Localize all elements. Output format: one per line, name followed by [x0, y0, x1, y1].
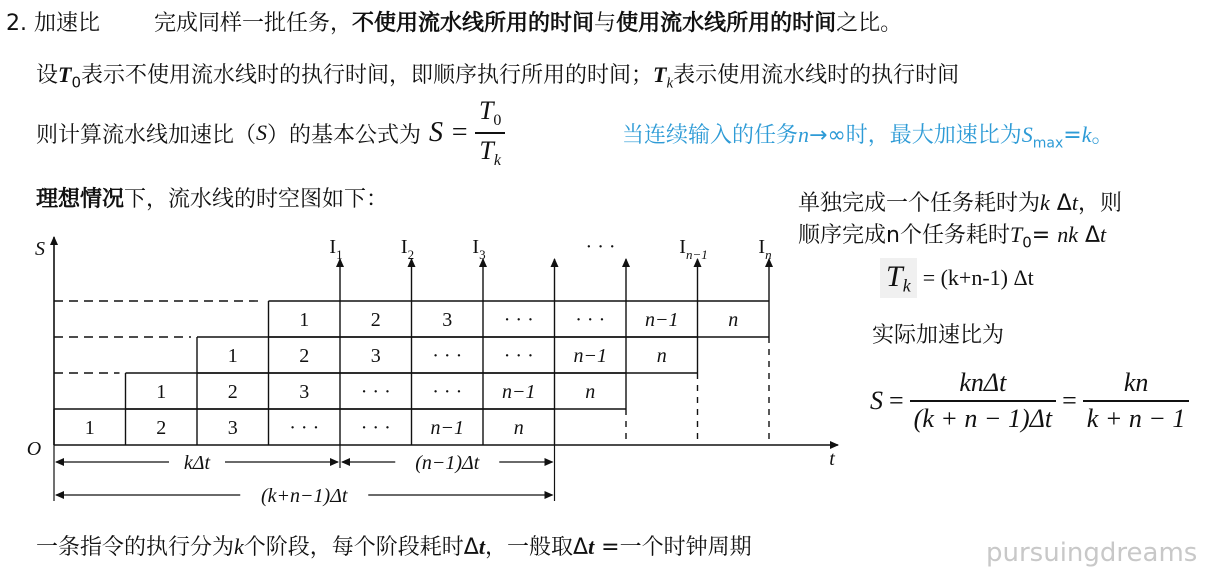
subscript: k — [666, 75, 674, 92]
subscript: k — [902, 275, 911, 296]
dimension-total-label: (k+n−1)Δt — [261, 485, 348, 507]
text: =一个时钟周期 — [594, 535, 752, 560]
symbol-s: S — [1021, 122, 1033, 147]
text: 单独完成一个任务耗时为 — [798, 191, 1041, 216]
subscript: 0 — [71, 73, 82, 92]
fraction-2 — [1083, 368, 1190, 434]
tk-formula — [880, 258, 1034, 298]
output-label: $I_n$ — [758, 236, 772, 262]
ideal-bold: 理想情况 — [36, 187, 125, 212]
origin-label: O — [26, 438, 42, 460]
cell-label: n−1 — [502, 381, 536, 403]
cell-label: · · · — [503, 345, 534, 367]
cell-label: · · · — [432, 381, 463, 403]
x-axis-label: t — [829, 448, 835, 470]
symbol-nk: nk — [1057, 222, 1078, 247]
subscript: 0 — [493, 112, 502, 130]
cell-label: · · · — [503, 309, 534, 331]
dimension-kdt-label: kΔt — [183, 452, 211, 474]
actual-speedup-label: 实际加速比为 — [872, 323, 1005, 348]
cell-label: 1 — [84, 417, 95, 439]
cell-label: · · · — [360, 417, 391, 439]
text: 表示使用流水线时的执行时间 — [673, 63, 960, 88]
definition-part: 之比。 — [836, 11, 903, 36]
text: ，则 — [1077, 191, 1122, 216]
equals: = — [1062, 386, 1077, 415]
cell-label: 1 — [299, 309, 310, 331]
text: 设 — [36, 63, 59, 88]
cell-label: 2 — [227, 381, 238, 403]
cell-label: 3 — [299, 381, 310, 403]
delta: Δ — [573, 535, 589, 560]
cell-label: · · · — [432, 345, 463, 367]
text: 个阶段，每个阶段耗时 — [243, 535, 464, 560]
text: ）的基本公式为 — [267, 122, 422, 148]
cell-label: n — [728, 309, 739, 331]
definition-bold: 不使用流水线所用的时间 — [352, 11, 595, 36]
cell-label: 2 — [370, 309, 381, 331]
watermark: pursuingdreams — [986, 538, 1198, 568]
definition-part: 与 — [594, 11, 617, 36]
text: →∞时，最大加速比为 — [809, 123, 1022, 148]
pipeline-space-time-diagram — [0, 225, 860, 515]
numerator: kn — [1123, 368, 1149, 397]
output-label: $I_3$ — [472, 236, 486, 262]
output-label: · · · — [585, 236, 616, 258]
formula-lhs: S = — [429, 117, 469, 149]
bottom-note — [36, 530, 752, 561]
text: 表示不使用流水线时的执行时间，即顺序执行所用的时间； — [81, 63, 654, 88]
definition-line-t0-tk — [36, 58, 959, 92]
section-number: 2. — [6, 11, 27, 36]
tk-equation: = (k+n-1) Δt — [922, 265, 1034, 291]
symbol-t: t — [588, 534, 595, 559]
subscript: 0 — [1022, 233, 1032, 252]
cell-label: 3 — [227, 417, 238, 439]
right-note-line1 — [798, 186, 1122, 217]
cell-label: · · · — [289, 417, 320, 439]
cell-label: n — [585, 381, 596, 403]
dimension-n1dt-label: (n−1)Δt — [415, 452, 480, 474]
speedup-formula-line — [36, 96, 505, 170]
symbol-n: n — [798, 122, 810, 147]
text: = — [1063, 123, 1082, 148]
cell-label: 1 — [156, 381, 167, 403]
delta: Δ — [1049, 191, 1072, 216]
output-label: $I_{n-1}$ — [679, 236, 708, 262]
cell-label: n−1 — [573, 345, 607, 367]
symbol-t0: T — [1009, 222, 1023, 247]
text: 一条指令的执行分为 — [36, 535, 235, 560]
numerator: knΔt — [959, 368, 1007, 397]
symbol-t: t — [1071, 190, 1078, 215]
cell-label: 3 — [442, 309, 453, 331]
cell-label: n−1 — [645, 309, 679, 331]
cell-label: 2 — [156, 417, 167, 439]
text: 则计算流水线加速比（ — [36, 122, 257, 148]
section-term: 加速比 — [34, 11, 101, 36]
denominator: T — [479, 136, 494, 166]
output-label: $I_2$ — [400, 236, 415, 262]
symbol-t: t — [478, 534, 485, 559]
cell-label: 2 — [299, 345, 310, 367]
text: ，一般取 — [484, 535, 573, 560]
formula-fraction — [475, 96, 505, 170]
y-axis-label: S — [35, 238, 45, 260]
cell-label: n — [513, 417, 524, 439]
actual-speedup-formula — [870, 368, 1189, 434]
denominator: k + n − 1 — [1083, 400, 1190, 434]
output-label: $I_1$ — [329, 236, 343, 262]
text: 。 — [1091, 123, 1114, 148]
symbol-k: k — [1081, 122, 1092, 147]
symbol-t0: T — [58, 62, 72, 87]
max-speedup-note — [622, 118, 1114, 151]
cell-label: n−1 — [430, 417, 464, 439]
cell-label: 3 — [370, 345, 381, 367]
text: 下，流水线的时空图如下： — [124, 187, 389, 212]
section-heading — [6, 6, 902, 37]
cell-label: · · · — [575, 309, 606, 331]
ideal-case-line — [36, 182, 388, 213]
equals: = — [889, 386, 904, 415]
subscript: k — [493, 152, 501, 170]
delta: Δ — [1077, 223, 1100, 248]
delta: Δ — [463, 535, 479, 560]
symbol-s: S — [256, 120, 268, 146]
cell-label: n — [656, 345, 667, 367]
symbol-tk: T — [886, 260, 903, 293]
fraction-1 — [910, 368, 1056, 434]
subscript: max — [1032, 135, 1064, 152]
cell-label: 1 — [227, 345, 238, 367]
cell-label: · · · — [360, 381, 391, 403]
symbol-k: k — [234, 534, 244, 559]
symbol-tk: T — [653, 62, 667, 87]
symbol-t: t — [1100, 222, 1107, 247]
definition-bold: 使用流水线所用的时间 — [616, 11, 837, 36]
symbol-s: S — [870, 386, 883, 415]
symbol-k: k — [1040, 190, 1050, 215]
text: 当连续输入的任务 — [622, 123, 799, 148]
text: 顺序完成n个任务耗时 — [798, 223, 1010, 248]
denominator: (k + n − 1)Δt — [910, 400, 1056, 434]
numerator: T — [478, 96, 494, 125]
tk-symbol-box — [880, 258, 917, 298]
definition-part: 完成同样一批任务， — [154, 11, 353, 36]
text: = — [1031, 223, 1058, 248]
